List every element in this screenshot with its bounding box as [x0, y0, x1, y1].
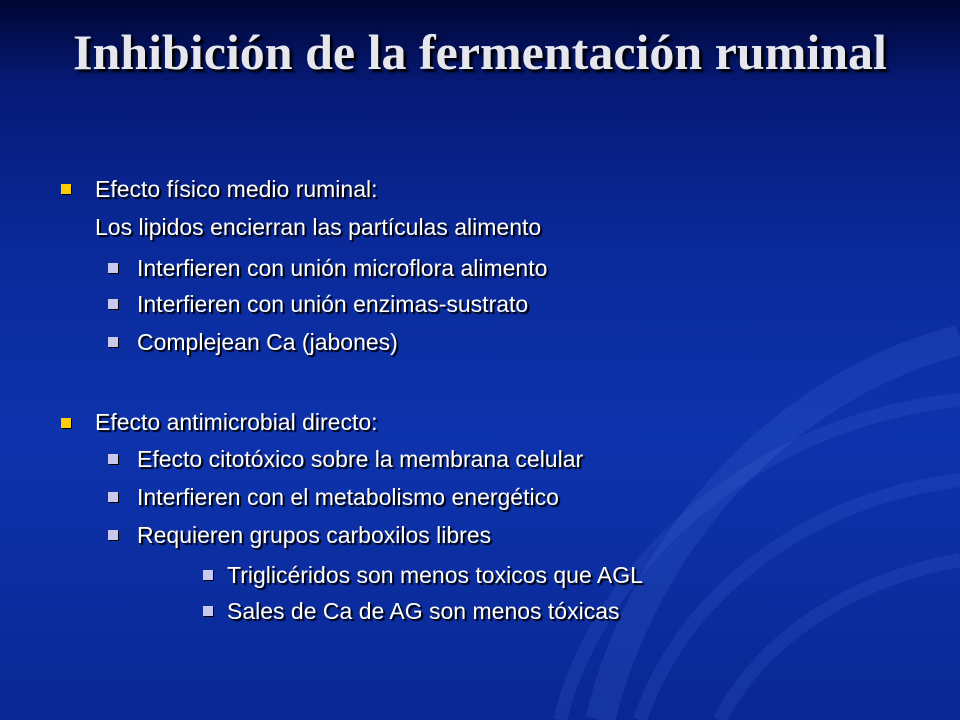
square-bullet-icon [108, 299, 118, 309]
section2-heading: Efecto antimicrobial directo: [95, 409, 378, 435]
section1-item: Complejean Ca (jabones) [137, 329, 398, 355]
square-bullet-icon [203, 606, 213, 616]
square-bullet-icon [108, 492, 118, 502]
section2-item: Requieren grupos carboxilos libres [137, 522, 492, 548]
section1-item: Interfieren con unión microflora alimento [137, 255, 548, 281]
square-bullet-icon [61, 184, 71, 194]
square-bullet-icon [203, 570, 213, 580]
square-bullet-icon [61, 418, 71, 428]
section2-item: Efecto citotóxico sobre la membrana celular [137, 446, 584, 472]
section2-subitem: Sales de Ca de AG son menos tóxicas [227, 598, 620, 624]
square-bullet-icon [108, 337, 118, 347]
section2-item: Interfieren con el metabolismo energético [137, 484, 559, 510]
section2-subitem: Triglicéridos son menos toxicos que AGL [227, 562, 643, 588]
slide-title: Inhibición de la fermentación ruminal [73, 24, 887, 80]
square-bullet-icon [108, 263, 118, 273]
section1-subtext: Los lipidos encierran las partículas alimento [95, 214, 542, 240]
square-bullet-icon [108, 530, 118, 540]
section1-heading: Efecto físico medio ruminal: [95, 176, 378, 202]
section1-item: Interfieren con unión enzimas-sustrato [137, 291, 529, 317]
square-bullet-icon [108, 454, 118, 464]
